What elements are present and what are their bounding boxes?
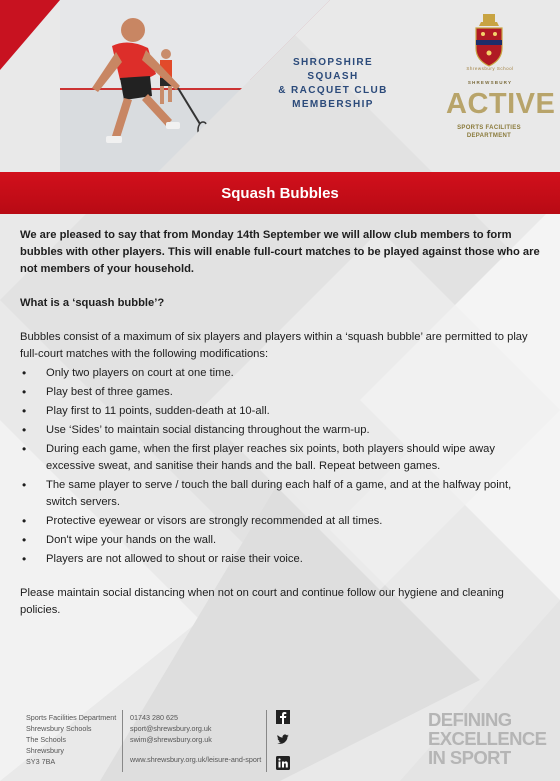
rule-item: • Don't wipe your hands on the wall.: [20, 532, 544, 549]
facebook-icon[interactable]: [276, 710, 290, 724]
rule-item: • Only two players on court at one time.: [20, 365, 544, 382]
sport-email-link[interactable]: sport@shrewsbury.org.uk: [130, 724, 212, 733]
swim-email-link[interactable]: swim@shrewsbury.org.uk: [130, 735, 212, 744]
address-line: Shrewsbury: [26, 746, 64, 755]
rule-item: • Play best of three games.: [20, 384, 544, 401]
social-links: [276, 710, 292, 779]
defining-excellence-slogan: [428, 709, 547, 768]
rule-item: • Protective eyewear or visors are strongly recommended at all times.: [20, 513, 544, 530]
address-block: [26, 712, 116, 767]
question-heading: What is a ‘squash bubble’?: [20, 297, 165, 309]
rule-item: • Play first to 11 points, sudden-death at 10-all.: [20, 403, 544, 420]
divider: [266, 710, 267, 772]
slogan-line: IN SPORT: [428, 747, 511, 768]
brand-shrewsbury-label: SHREWSBURY: [467, 80, 513, 85]
closing-paragraph: Please maintain social distancing when not on court and continue follow our hygiene and cleaning policies.: [20, 587, 504, 616]
address-line: SY3 7BA: [26, 757, 56, 766]
website-link[interactable]: www.shrewsbury.org.uk/leisure-and-sport: [130, 755, 262, 764]
address-line: Shrewsbury Schools: [26, 724, 92, 733]
title-banner: [0, 172, 560, 214]
twitter-icon[interactable]: [276, 733, 290, 747]
address-line: The Schools: [26, 735, 66, 744]
rule-item: • Use ‘Sides’ to maintain social distancing throughout the warm-up.: [20, 422, 544, 439]
dept-line-2: DEPARTMENT: [466, 133, 512, 139]
crest-caption: Shrewsbury School: [466, 66, 514, 71]
brand-active-logo: ACTIVE: [446, 88, 556, 120]
club-title-line-2: & RACQUET CLUB: [278, 85, 388, 96]
dept-line-1: SPORTS FACILITIES: [457, 125, 521, 131]
phone-number: 01743 280 625: [130, 713, 178, 722]
slogan-line: DEFINING: [428, 709, 512, 730]
rule-item: • During each game, when the first player reaches six points, both players should wipe away excessive sweat, and sanitise their hands and the ball. Repeat between games.: [20, 441, 544, 475]
club-membership-title: [268, 56, 398, 112]
page-header: [0, 0, 560, 172]
club-title-line-3: MEMBERSHIP: [292, 99, 374, 110]
main-content: [20, 227, 544, 619]
slogan-line: EXCELLENCE: [428, 728, 547, 749]
page-title: Squash Bubbles: [221, 184, 339, 202]
divider: [122, 710, 123, 772]
address-line: Sports Facilities Department: [26, 713, 117, 722]
page-footer: [0, 700, 560, 781]
linkedin-icon[interactable]: [276, 756, 290, 770]
description-paragraph: Bubbles consist of a maximum of six players and players within a ‘squash bubble’ are permitted to play full-court matches with the following modifications:: [20, 331, 528, 360]
rule-item: • The same player to serve / touch the ball during each half of a game, and at the halfway point, switch servers.: [20, 477, 544, 511]
rules-list: [20, 365, 544, 568]
contact-block: [130, 712, 261, 765]
sports-facilities-department-label: [446, 124, 532, 140]
club-title-line-1: SHROPSHIRE SQUASH: [292, 57, 374, 82]
intro-paragraph: We are pleased to say that from Monday 14th September we will allow club members to form bubbles with other players. This will enable full-court matches to be played against those who are not members of your household.: [20, 229, 540, 275]
rule-item: • Players are not allowed to shout or raise their voice.: [20, 551, 544, 568]
